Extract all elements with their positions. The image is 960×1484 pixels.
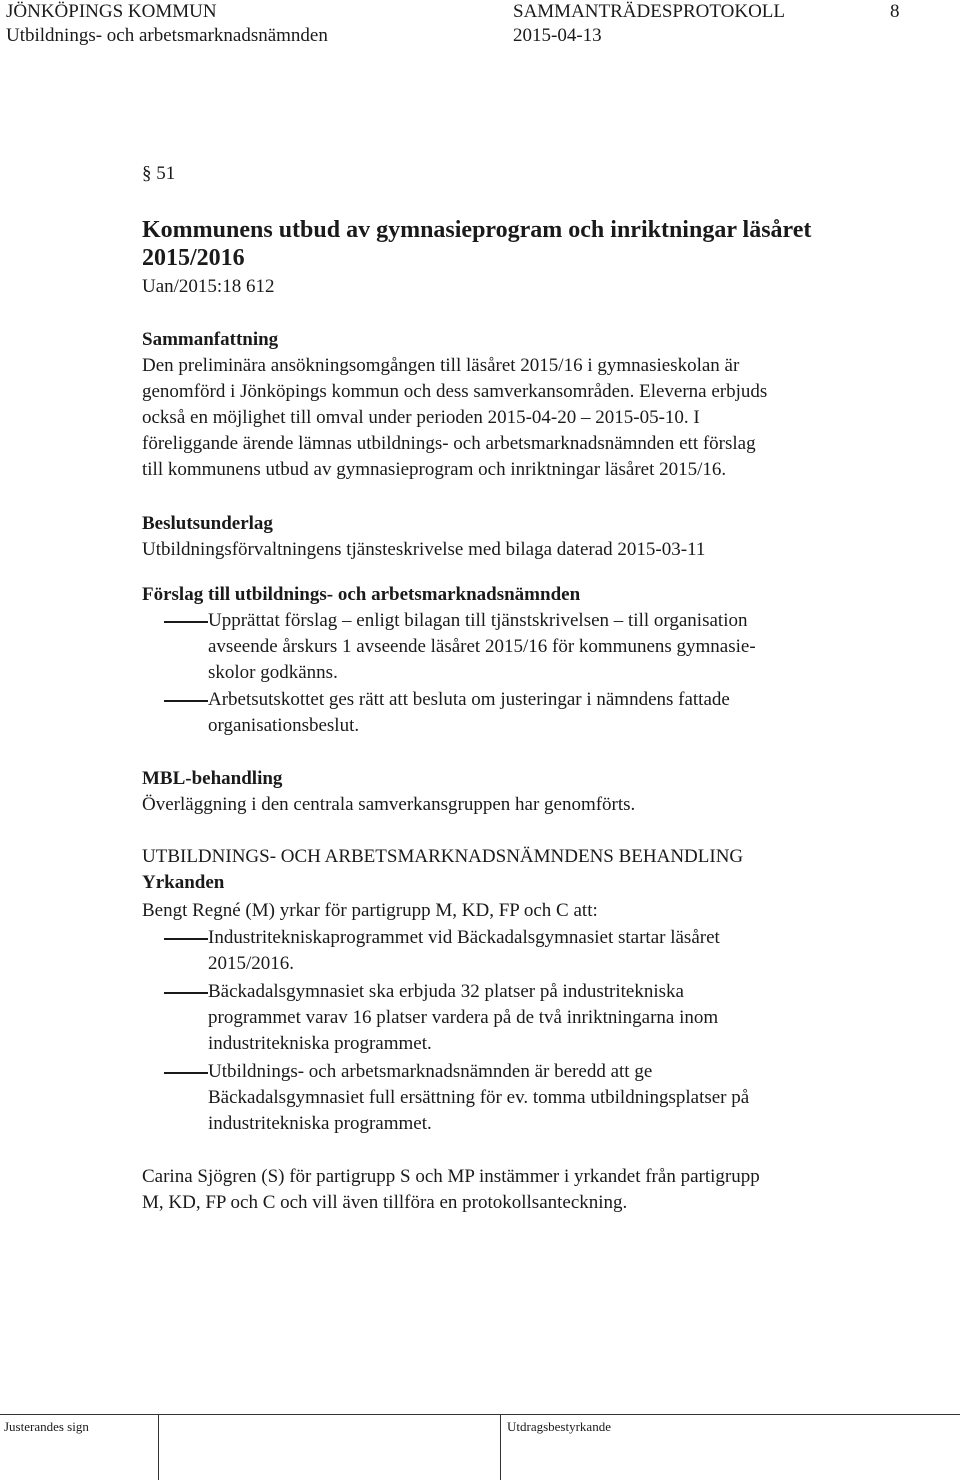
dash-bullet [164,621,208,623]
yrkande-intro: Bengt Regné (M) yrkar för partigrupp M, KD, FP och C att: [142,900,598,921]
yrkande-item-line: Utbildnings- och arbetsmarknadsnämnden är beredd att ge [208,1061,653,1082]
beslutsunderlag-text: Utbildningsförvaltningens tjänsteskrivelse med bilaga daterad 2015-03-11 [142,539,706,560]
yrkande-item-line: industritekniska programmet. [208,1113,432,1134]
header-date: 2015-04-13 [513,25,602,46]
signature-box-divider [158,1414,159,1480]
dash-bullet [164,1072,208,1074]
forslag-item-line: avseende årskurs 1 avseende läsåret 2015/16 för kommunens gymnasie- [208,636,756,657]
yrkande-item-line: Industritekniskaprogrammet vid Bäckadalsgymnasiet startar läsåret [208,927,720,948]
dash-bullet [164,992,208,994]
header-org: JÖNKÖPINGS KOMMUN [6,1,217,22]
yrkande-item-line: industritekniska programmet. [208,1033,432,1054]
section-title-line1: Kommunens utbud av gymnasieprogram och inriktningar läsåret [142,217,812,243]
forslag-heading: Förslag till utbildnings- och arbetsmarknadsnämnden [142,584,581,605]
beslutsunderlag-heading: Beslutsunderlag [142,513,273,534]
sammanfattning-line: till kommunens utbud av gymnasieprogram och inriktningar läsåret 2015/16. [142,459,727,480]
mbl-heading: MBL-behandling [142,768,283,789]
sammanfattning-line: Den preliminära ansökningsomgången till läsåret 2015/16 i gymnasieskolan är [142,355,740,376]
yrkande-item-line: Bäckadalsgymnasiet full ersättning för ev. tomma utbildningsplatser på [208,1087,750,1108]
forslag-item-line: Upprättat förslag – enligt bilagan till tjänstskrivelsen – till organisation [208,610,748,631]
forslag-item-line: Arbetsutskottet ges rätt att besluta om justeringar i nämndens fattade [208,689,730,710]
footer-divider [0,1414,960,1415]
closing-line: Carina Sjögren (S) för partigrupp S och MP instämmer i yrkandet från partigrupp [142,1166,760,1187]
sammanfattning-heading: Sammanfattning [142,329,279,350]
forslag-item-line: skolor godkänns. [208,662,338,683]
footer-utdragsbestyrkande: Utdragsbestyrkande [507,1419,611,1434]
yrkande-item-line: 2015/2016. [208,953,295,974]
footer-justerandes-sign: Justerandes sign [4,1419,89,1434]
yrkande-item-line: programmet varav 16 platser vardera på de två inriktningarna inom [208,1007,719,1028]
dash-bullet [164,700,208,702]
dash-bullet [164,938,208,940]
section-title-line2: 2015/2016 [142,245,245,271]
paragraph-number: § 51 [142,163,176,184]
forslag-item-line: organisationsbeslut. [208,715,360,736]
case-number: Uan/2015:18 612 [142,276,275,297]
header-doc-type: SAMMANTRÄDESPROTOKOLL [513,1,786,22]
closing-line: M, KD, FP och C och vill även tillföra en protokollsanteckning. [142,1192,628,1213]
sammanfattning-line: genomförd i Jönköpings kommun och dess samverkansområden. Eleverna erbjuds [142,381,768,402]
sammanfattning-line: föreliggande ärende lämnas utbildnings- och arbetsmarknadsnämnden ett förslag [142,433,756,454]
yrkanden-heading: Yrkanden [142,872,225,893]
mbl-text: Överläggning i den centrala samverkansgruppen har genomförts. [142,794,636,815]
yrkande-item-line: Bäckadalsgymnasiet ska erbjuda 32 platser på industritekniska [208,981,684,1002]
behandling-heading: UTBILDNINGS- OCH ARBETSMARKNADSNÄMNDENS BEHANDLING [142,846,744,867]
sammanfattning-line: också en möjlighet till omval under perioden 2015-04-20 – 2015-05-10. I [142,407,700,428]
header-committee: Utbildnings- och arbetsmarknadsnämnden [6,25,328,46]
signature-box-divider [500,1414,501,1480]
header-page-number: 8 [890,1,900,22]
